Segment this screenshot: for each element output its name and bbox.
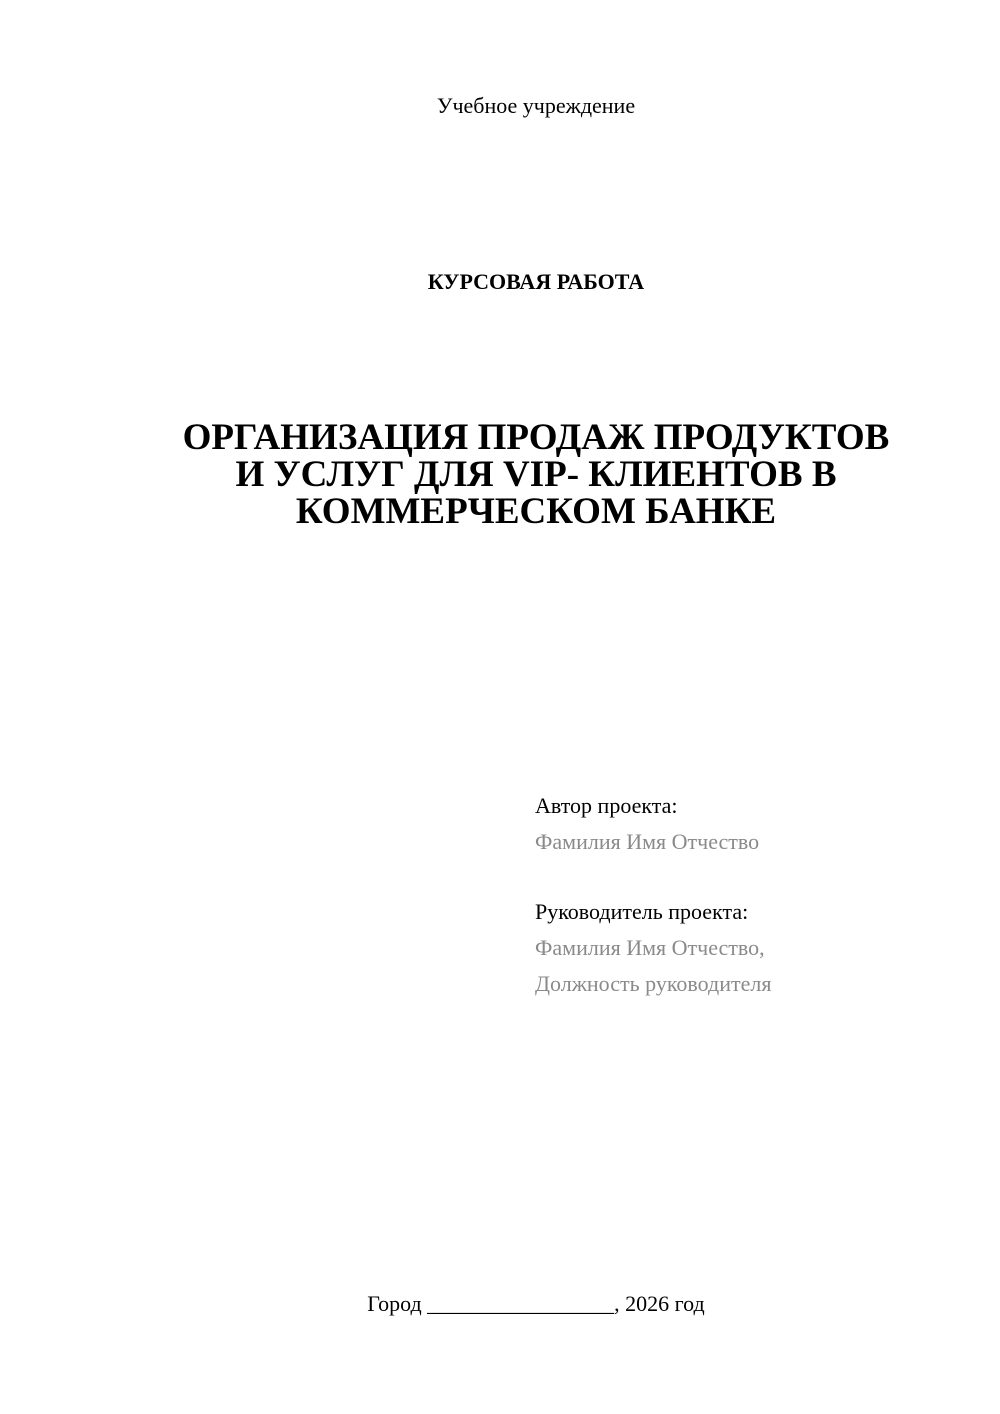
author-name: Фамилия Имя Отчество: [535, 829, 760, 854]
institution-name: Учебное учреждение: [436, 93, 636, 118]
author-label: Автор проекта:: [535, 793, 678, 818]
authors-spacer: [535, 860, 975, 894]
title-line-2: И УСЛУГ ДЛЯ VIP- КЛИЕНТОВ В: [235, 454, 837, 495]
city-year-line: Город _________________, 2026 год: [367, 1291, 705, 1316]
supervisor-position: Должность руководителя: [535, 971, 772, 996]
title-line-3: КОММЕРЧЕСКОМ БАНКЕ: [295, 491, 777, 532]
document-title: [150, 419, 922, 530]
work-type: КУРСОВАЯ РАБОТА: [427, 269, 645, 294]
title-line-1: ОРГАНИЗАЦИЯ ПРОДАЖ ПРОДУКТОВ: [182, 417, 890, 458]
authors-block: [535, 788, 975, 1002]
supervisor-label: Руководитель проекта:: [535, 899, 749, 924]
supervisor-name: Фамилия Имя Отчество,: [535, 935, 765, 960]
